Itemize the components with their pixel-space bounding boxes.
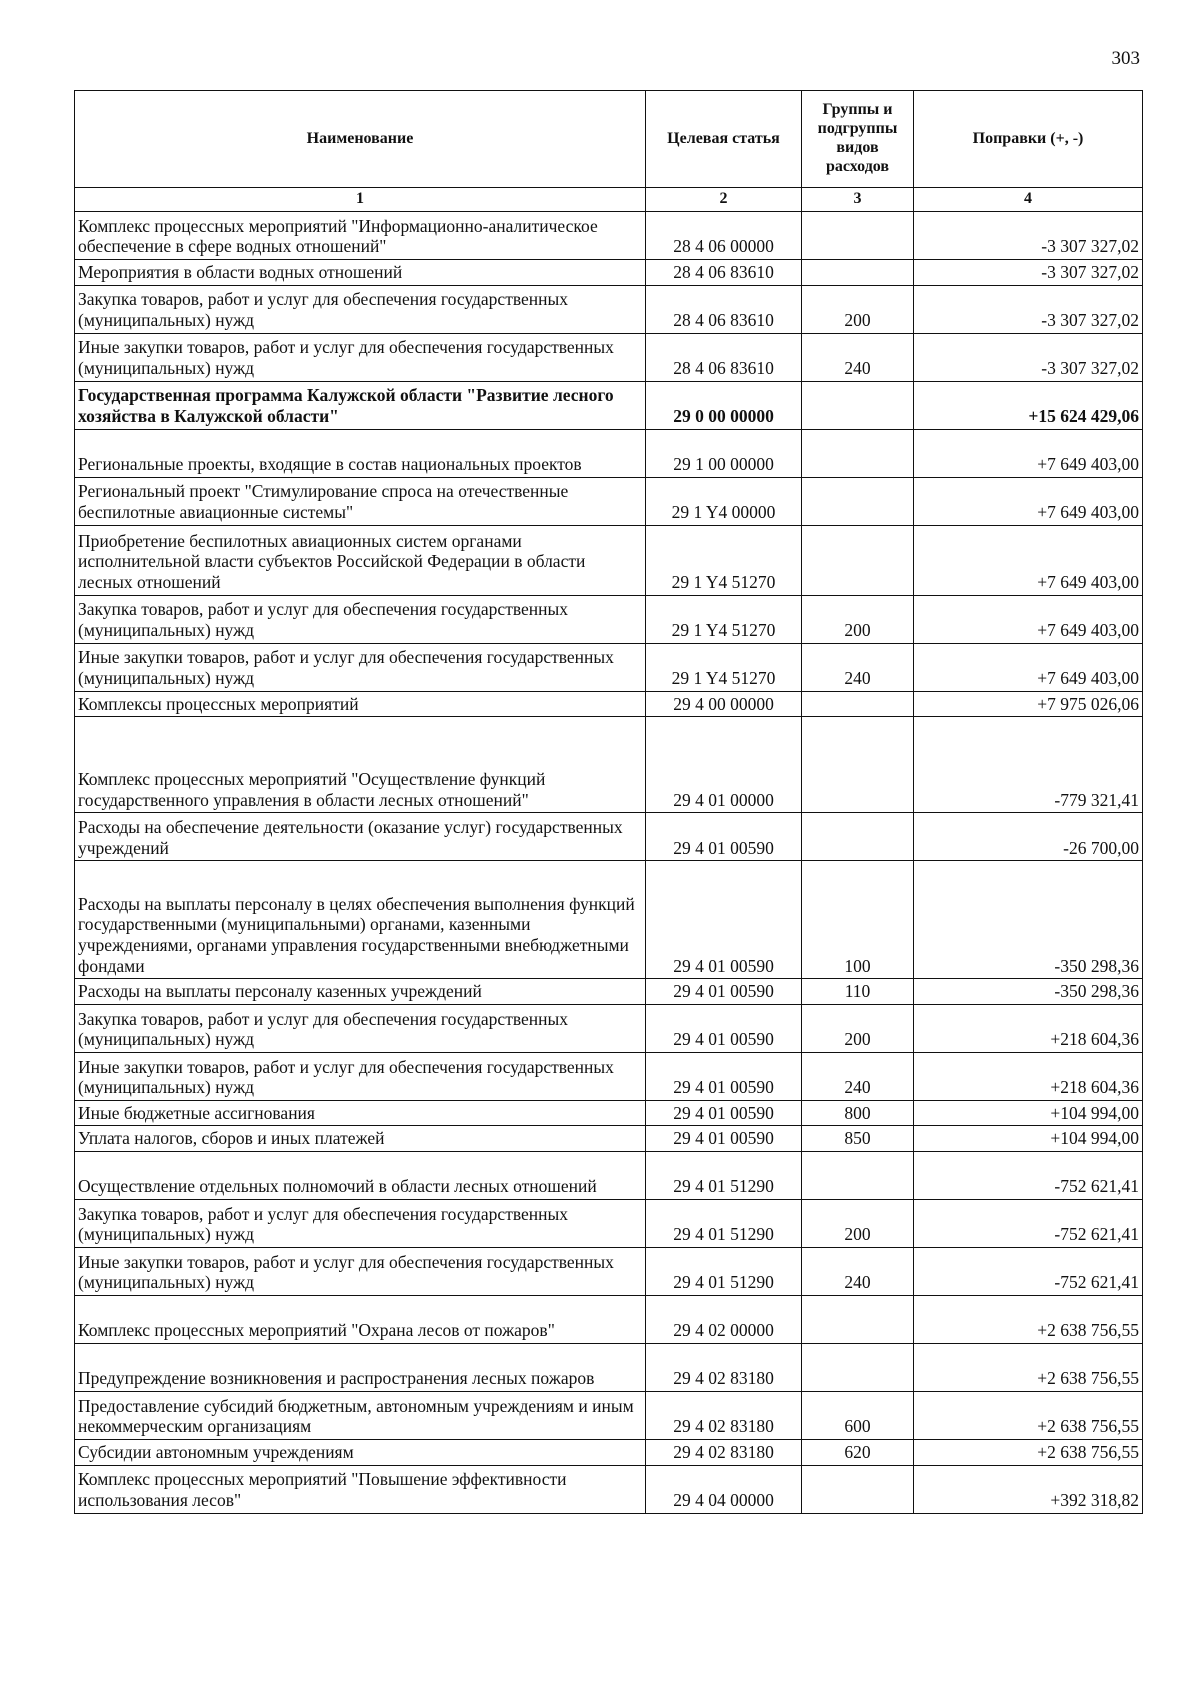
row-expense-group: 200 bbox=[802, 595, 914, 643]
table-row bbox=[75, 211, 1143, 259]
row-target-article: 29 4 01 51290 bbox=[646, 1248, 802, 1296]
row-amendment: +392 318,82 bbox=[914, 1465, 1143, 1513]
row-target-article: 29 1 00 00000 bbox=[646, 429, 802, 477]
row-amendment: +15 624 429,06 bbox=[914, 381, 1143, 429]
row-expense-group: 200 bbox=[802, 1004, 914, 1052]
row-expense-group: 200 bbox=[802, 285, 914, 333]
row-amendment: +218 604,36 bbox=[914, 1052, 1143, 1100]
row-amendment: +7 649 403,00 bbox=[914, 643, 1143, 691]
row-expense-group bbox=[802, 1152, 914, 1200]
table-row bbox=[75, 285, 1143, 333]
row-amendment: +104 994,00 bbox=[914, 1100, 1143, 1126]
row-expense-group bbox=[802, 1296, 914, 1344]
row-amendment: -26 700,00 bbox=[914, 813, 1143, 861]
row-name: Уплата налогов, сборов и иных платежей bbox=[75, 1126, 646, 1152]
row-amendment: +7 649 403,00 bbox=[914, 429, 1143, 477]
row-name: Комплекс процессных мероприятий "Информационно-аналитическое обеспечение в сфере водных отношений" bbox=[75, 211, 646, 259]
row-name: Приобретение беспилотных авиационных систем органами исполнительной власти субъектов Российской Федерации в области лесных отношений bbox=[75, 525, 646, 595]
page-number: 303 bbox=[1111, 48, 1140, 69]
row-name: Расходы на выплаты персоналу в целях обеспечения выполнения функций государственными (муниципальными) органами, казенными учреждениями, органами управления государственными внебюджетными фондами bbox=[75, 861, 646, 979]
row-name: Закупка товаров, работ и услуг для обеспечения государственных (муниципальных) нужд bbox=[75, 1004, 646, 1052]
row-target-article: 29 4 01 00590 bbox=[646, 979, 802, 1005]
row-name: Закупка товаров, работ и услуг для обеспечения государственных (муниципальных) нужд bbox=[75, 285, 646, 333]
column-number: 3 bbox=[802, 188, 914, 212]
header-row bbox=[75, 91, 1143, 188]
row-target-article: 29 4 02 83180 bbox=[646, 1344, 802, 1392]
row-target-article: 29 4 01 51290 bbox=[646, 1152, 802, 1200]
row-name: Государственная программа Калужской области "Развитие лесного хозяйства в Калужской области" bbox=[75, 381, 646, 429]
row-amendment: +2 638 756,55 bbox=[914, 1344, 1143, 1392]
row-expense-group bbox=[802, 525, 914, 595]
row-expense-group bbox=[802, 429, 914, 477]
row-target-article: 28 4 06 83610 bbox=[646, 333, 802, 381]
row-target-article: 29 1 Y4 51270 bbox=[646, 595, 802, 643]
table-row bbox=[75, 1440, 1143, 1466]
row-name: Предупреждение возникновения и распространения лесных пожаров bbox=[75, 1344, 646, 1392]
row-amendment: +7 649 403,00 bbox=[914, 595, 1143, 643]
table-row bbox=[75, 1392, 1143, 1440]
row-name: Региональный проект "Стимулирование спроса на отечественные беспилотные авиационные системы" bbox=[75, 477, 646, 525]
table-row bbox=[75, 1200, 1143, 1248]
column-number-row bbox=[75, 188, 1143, 212]
header-amendments: Поправки (+, -) bbox=[914, 91, 1143, 188]
row-amendment: +7 975 026,06 bbox=[914, 691, 1143, 717]
row-target-article: 29 0 00 00000 bbox=[646, 381, 802, 429]
row-name: Закупка товаров, работ и услуг для обеспечения государственных (муниципальных) нужд bbox=[75, 595, 646, 643]
row-amendment: -3 307 327,02 bbox=[914, 333, 1143, 381]
row-name: Осуществление отдельных полномочий в области лесных отношений bbox=[75, 1152, 646, 1200]
row-expense-group: 100 bbox=[802, 861, 914, 979]
row-target-article: 29 4 01 00590 bbox=[646, 1126, 802, 1152]
row-name: Иные закупки товаров, работ и услуг для обеспечения государственных (муниципальных) нужд bbox=[75, 643, 646, 691]
row-expense-group: 240 bbox=[802, 643, 914, 691]
row-amendment: +2 638 756,55 bbox=[914, 1392, 1143, 1440]
table-row bbox=[75, 813, 1143, 861]
row-amendment: +104 994,00 bbox=[914, 1126, 1143, 1152]
row-name: Региональные проекты, входящие в состав национальных проектов bbox=[75, 429, 646, 477]
row-expense-group bbox=[802, 717, 914, 813]
table-row bbox=[75, 333, 1143, 381]
table-row bbox=[75, 861, 1143, 979]
row-amendment: +2 638 756,55 bbox=[914, 1440, 1143, 1466]
row-target-article: 28 4 06 00000 bbox=[646, 211, 802, 259]
table-row bbox=[75, 1100, 1143, 1126]
table-row bbox=[75, 525, 1143, 595]
table-row bbox=[75, 477, 1143, 525]
row-name: Иные закупки товаров, работ и услуг для обеспечения государственных (муниципальных) нужд bbox=[75, 1052, 646, 1100]
row-target-article: 29 4 00 00000 bbox=[646, 691, 802, 717]
row-amendment: -3 307 327,02 bbox=[914, 211, 1143, 259]
row-name: Субсидии автономным учреждениям bbox=[75, 1440, 646, 1466]
row-target-article: 29 4 02 83180 bbox=[646, 1440, 802, 1466]
row-name: Расходы на выплаты персоналу казенных учреждений bbox=[75, 979, 646, 1005]
row-expense-group bbox=[802, 1465, 914, 1513]
row-expense-group bbox=[802, 691, 914, 717]
row-expense-group: 620 bbox=[802, 1440, 914, 1466]
table-row bbox=[75, 595, 1143, 643]
row-target-article: 29 4 04 00000 bbox=[646, 1465, 802, 1513]
table-row bbox=[75, 1052, 1143, 1100]
table-row bbox=[75, 1296, 1143, 1344]
row-target-article: 29 4 01 00590 bbox=[646, 813, 802, 861]
row-amendment: -350 298,36 bbox=[914, 979, 1143, 1005]
row-target-article: 29 4 01 00590 bbox=[646, 861, 802, 979]
row-expense-group bbox=[802, 477, 914, 525]
row-target-article: 29 4 01 00590 bbox=[646, 1004, 802, 1052]
row-target-article: 29 1 Y4 51270 bbox=[646, 525, 802, 595]
table-row bbox=[75, 1465, 1143, 1513]
row-target-article: 28 4 06 83610 bbox=[646, 285, 802, 333]
row-target-article: 29 1 Y4 51270 bbox=[646, 643, 802, 691]
row-amendment: +7 649 403,00 bbox=[914, 477, 1143, 525]
row-expense-group: 200 bbox=[802, 1200, 914, 1248]
row-expense-group: 240 bbox=[802, 1052, 914, 1100]
row-target-article: 29 4 02 83180 bbox=[646, 1392, 802, 1440]
table-row bbox=[75, 717, 1143, 813]
row-expense-group: 240 bbox=[802, 333, 914, 381]
table-row bbox=[75, 259, 1143, 285]
row-name: Закупка товаров, работ и услуг для обеспечения государственных (муниципальных) нужд bbox=[75, 1200, 646, 1248]
row-expense-group bbox=[802, 381, 914, 429]
row-expense-group bbox=[802, 813, 914, 861]
row-amendment: -779 321,41 bbox=[914, 717, 1143, 813]
table-body bbox=[75, 211, 1143, 1513]
table-row bbox=[75, 691, 1143, 717]
row-amendment: -350 298,36 bbox=[914, 861, 1143, 979]
row-target-article: 28 4 06 83610 bbox=[646, 259, 802, 285]
row-expense-group: 800 bbox=[802, 1100, 914, 1126]
row-amendment: +7 649 403,00 bbox=[914, 525, 1143, 595]
header-target-article: Целевая статья bbox=[646, 91, 802, 188]
row-name: Предоставление субсидий бюджетным, автономным учреждениям и иным некоммерческим организациям bbox=[75, 1392, 646, 1440]
column-number: 1 bbox=[75, 188, 646, 212]
row-target-article: 29 1 Y4 00000 bbox=[646, 477, 802, 525]
row-name: Комплекс процессных мероприятий "Осуществление функций государственного управления в области лесных отношений" bbox=[75, 717, 646, 813]
table-row bbox=[75, 381, 1143, 429]
row-amendment: +218 604,36 bbox=[914, 1004, 1143, 1052]
row-name: Мероприятия в области водных отношений bbox=[75, 259, 646, 285]
row-target-article: 29 4 01 51290 bbox=[646, 1200, 802, 1248]
row-target-article: 29 4 01 00590 bbox=[646, 1052, 802, 1100]
row-expense-group: 110 bbox=[802, 979, 914, 1005]
table-row bbox=[75, 979, 1143, 1005]
row-name: Комплекс процессных мероприятий "Повышение эффективности использования лесов" bbox=[75, 1465, 646, 1513]
row-amendment: -752 621,41 bbox=[914, 1200, 1143, 1248]
row-name: Иные закупки товаров, работ и услуг для обеспечения государственных (муниципальных) нужд bbox=[75, 1248, 646, 1296]
row-amendment: -752 621,41 bbox=[914, 1248, 1143, 1296]
row-target-article: 29 4 01 00000 bbox=[646, 717, 802, 813]
row-expense-group: 850 bbox=[802, 1126, 914, 1152]
row-expense-group: 240 bbox=[802, 1248, 914, 1296]
column-number: 2 bbox=[646, 188, 802, 212]
row-name: Иные закупки товаров, работ и услуг для обеспечения государственных (муниципальных) нужд bbox=[75, 333, 646, 381]
table-row bbox=[75, 1126, 1143, 1152]
row-amendment: -3 307 327,02 bbox=[914, 285, 1143, 333]
table-row bbox=[75, 429, 1143, 477]
header-expense-group: Группы и подгруппы видов расходов bbox=[802, 91, 914, 188]
row-name: Комплексы процессных мероприятий bbox=[75, 691, 646, 717]
row-expense-group bbox=[802, 1344, 914, 1392]
row-amendment: -752 621,41 bbox=[914, 1152, 1143, 1200]
row-target-article: 29 4 01 00590 bbox=[646, 1100, 802, 1126]
table-row bbox=[75, 1248, 1143, 1296]
row-expense-group: 600 bbox=[802, 1392, 914, 1440]
table-row bbox=[75, 1004, 1143, 1052]
row-name: Комплекс процессных мероприятий "Охрана лесов от пожаров" bbox=[75, 1296, 646, 1344]
row-target-article: 29 4 02 00000 bbox=[646, 1296, 802, 1344]
table-row bbox=[75, 1152, 1143, 1200]
header-name: Наименование bbox=[75, 91, 646, 188]
budget-amendments-table bbox=[74, 90, 1143, 1514]
table-row bbox=[75, 643, 1143, 691]
row-expense-group bbox=[802, 211, 914, 259]
column-number: 4 bbox=[914, 188, 1143, 212]
row-amendment: -3 307 327,02 bbox=[914, 259, 1143, 285]
row-name: Иные бюджетные ассигнования bbox=[75, 1100, 646, 1126]
row-name: Расходы на обеспечение деятельности (оказание услуг) государственных учреждений bbox=[75, 813, 646, 861]
table-row bbox=[75, 1344, 1143, 1392]
row-amendment: +2 638 756,55 bbox=[914, 1296, 1143, 1344]
row-expense-group bbox=[802, 259, 914, 285]
